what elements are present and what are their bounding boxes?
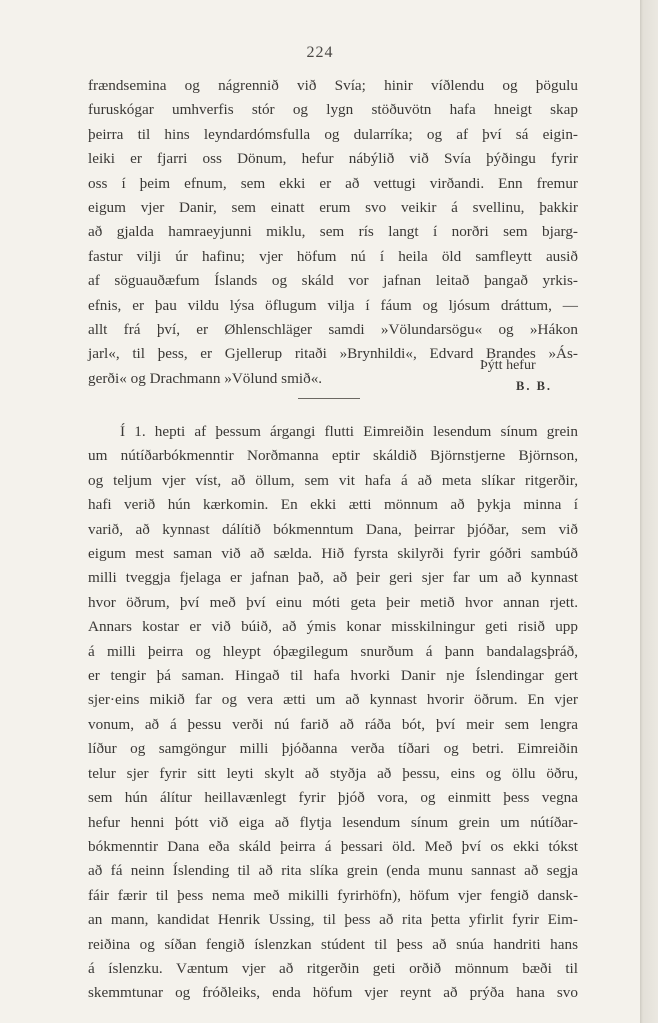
text-line: hafi verið hún kærkomin. En ekki ætti mönnum að þykja minna í xyxy=(88,496,578,514)
text-line: af söguauðæfum Íslands og skáld vor jafnan leitað þangað yrkis- xyxy=(88,272,578,290)
text-line: á milli þeirra og hleypt óþægilegum snurðum á þann bandalagsþráð, xyxy=(88,642,578,660)
signature-initials: B. B. xyxy=(516,379,553,393)
text-line: um nútíðarbókmenntir Norðmanna eptir skáldið Björnstjerne Björnson, xyxy=(88,447,578,465)
text-line: hvor öðrum, því með því einu móti geta þeir metið hvor annan rjett. xyxy=(88,593,578,611)
section-divider xyxy=(298,398,360,399)
text-line: að gjalda hamraeyjunni miklu, sem rís langt í norðri sem bjarg- xyxy=(88,223,578,241)
text-block-translation-end xyxy=(88,74,578,391)
text-line: an mann, kandidat Henrik Ussing, til þess að rita þetta yfirlit fyrir Eim- xyxy=(88,911,578,929)
text-line: eigum mest saman við að sælda. Hið fyrsta skilyrði fyrir góðri sambúð xyxy=(88,545,578,563)
text-line: að fá neinn Íslending til að rita slíka grein (enda munu sannast að segja xyxy=(88,862,578,880)
text-line: leiki er fjarri oss Dönum, hefur nábýlið við Svía þýðingu fyrir xyxy=(88,150,578,168)
text-line: og teljum vjer víst, að öllum, sem vit hafa á að meta slíkar ritgerðir, xyxy=(88,471,578,489)
text-line: eigum vjer Danir, sem einatt erum svo veikir á svellinu, þakkir xyxy=(88,199,578,217)
text-line: frændsemina og nágrennið við Svía; hinir víðlendu og þögulu xyxy=(88,77,578,94)
page-number: 224 xyxy=(306,44,334,61)
signature-text: Þýtt hefur xyxy=(480,358,536,373)
text-line: er tengir þá saman. Hingað til hafa hvorki Danir nje Íslendingar gert xyxy=(88,667,578,685)
text-line: hefur henni þótt við eiga að flytja lesendum sínum grein um nútíðar- xyxy=(88,813,578,831)
text-line: fáir færir til þess nema með mikilli fyrirhöfn), höfum vjer fengið dansk- xyxy=(88,886,578,904)
text-block-editorial-note xyxy=(88,420,578,1006)
text-line: gerði« og Drachmann »Völund smið«. xyxy=(88,369,323,387)
text-line: bókmenntir Dana eða skáld þeirra á þessari öld. Með því os ekki tókst xyxy=(88,837,578,855)
text-line: Í 1. hepti af þessum árgangi flutti Eimreiðin lesendum sínum grein xyxy=(120,423,578,440)
text-line: Annars kostar er við búið, að ýmis konar misskilningur geti risið upp xyxy=(88,618,578,636)
text-line: varið, að kynnast dálítið bókmenntum Dana, þeirrar þjóðar, sem við xyxy=(88,520,578,538)
text-line: sjer·eins mikið far og vera ætti um að kynnast hvorir öðrum. En vjer xyxy=(88,691,578,709)
text-line: furuskógar umhverfis stór og lygn stöðuvötn hafa hneigt skap xyxy=(88,101,578,119)
text-line: reiðina og síðan fengið íslenzkan stúdent til þess að snúa handriti hans xyxy=(88,935,578,953)
text-line: milli tveggja fjelaga er jafnan það, að þeir geri sjer far um að kynnast xyxy=(88,569,578,587)
text-line: líður og samgöngur milli þjóðanna verða tíðari og betri. Eimreiðin xyxy=(88,740,578,758)
text-line: allt frá því, er Øhlenschläger samdi »Völundarsögu« og »Hákon xyxy=(88,321,578,339)
text-line: sem hún álítur heillavænlegt fyrir þjóð vora, og einmitt þess vegna xyxy=(88,789,578,807)
text-line: þeirra til hins leyndardómsfulla og dularríka; og af því sá eigin- xyxy=(88,125,578,143)
text-line: telur sjer fyrir sitt leyti skylt að styðja að þessu, eins og öllu öðru, xyxy=(88,764,578,782)
page-edge-shadow xyxy=(640,0,658,1023)
translator-signature xyxy=(480,356,552,396)
text-line: jarl«, til þess, er Gjellerup ritaði »Brynhildi«, Edvard Brandes »Ás- xyxy=(88,345,578,363)
text-line: á íslenzku. Væntum vjer að ritgerðin geti orðið mönnum bæði til xyxy=(88,959,578,977)
text-line: oss í þeim efnum, sem ekki er að vettugi virðandi. Enn fremur xyxy=(88,174,578,192)
text-line: efnis, er þau vildu lýsa öflugum vilja í fáum og ljósum dráttum, — xyxy=(88,296,578,314)
text-line: skemmtunar og fróðleiks, enda höfum vjer reynt að prýða hana svo xyxy=(88,984,578,1002)
text-line: fastur vilji úr hafinu; vjer höfum nú í heila öld samfleytt ausið xyxy=(88,247,578,265)
text-line: vonum, að á þessu verði nú farið að ráða bót, því meir sem lengra xyxy=(88,715,578,733)
